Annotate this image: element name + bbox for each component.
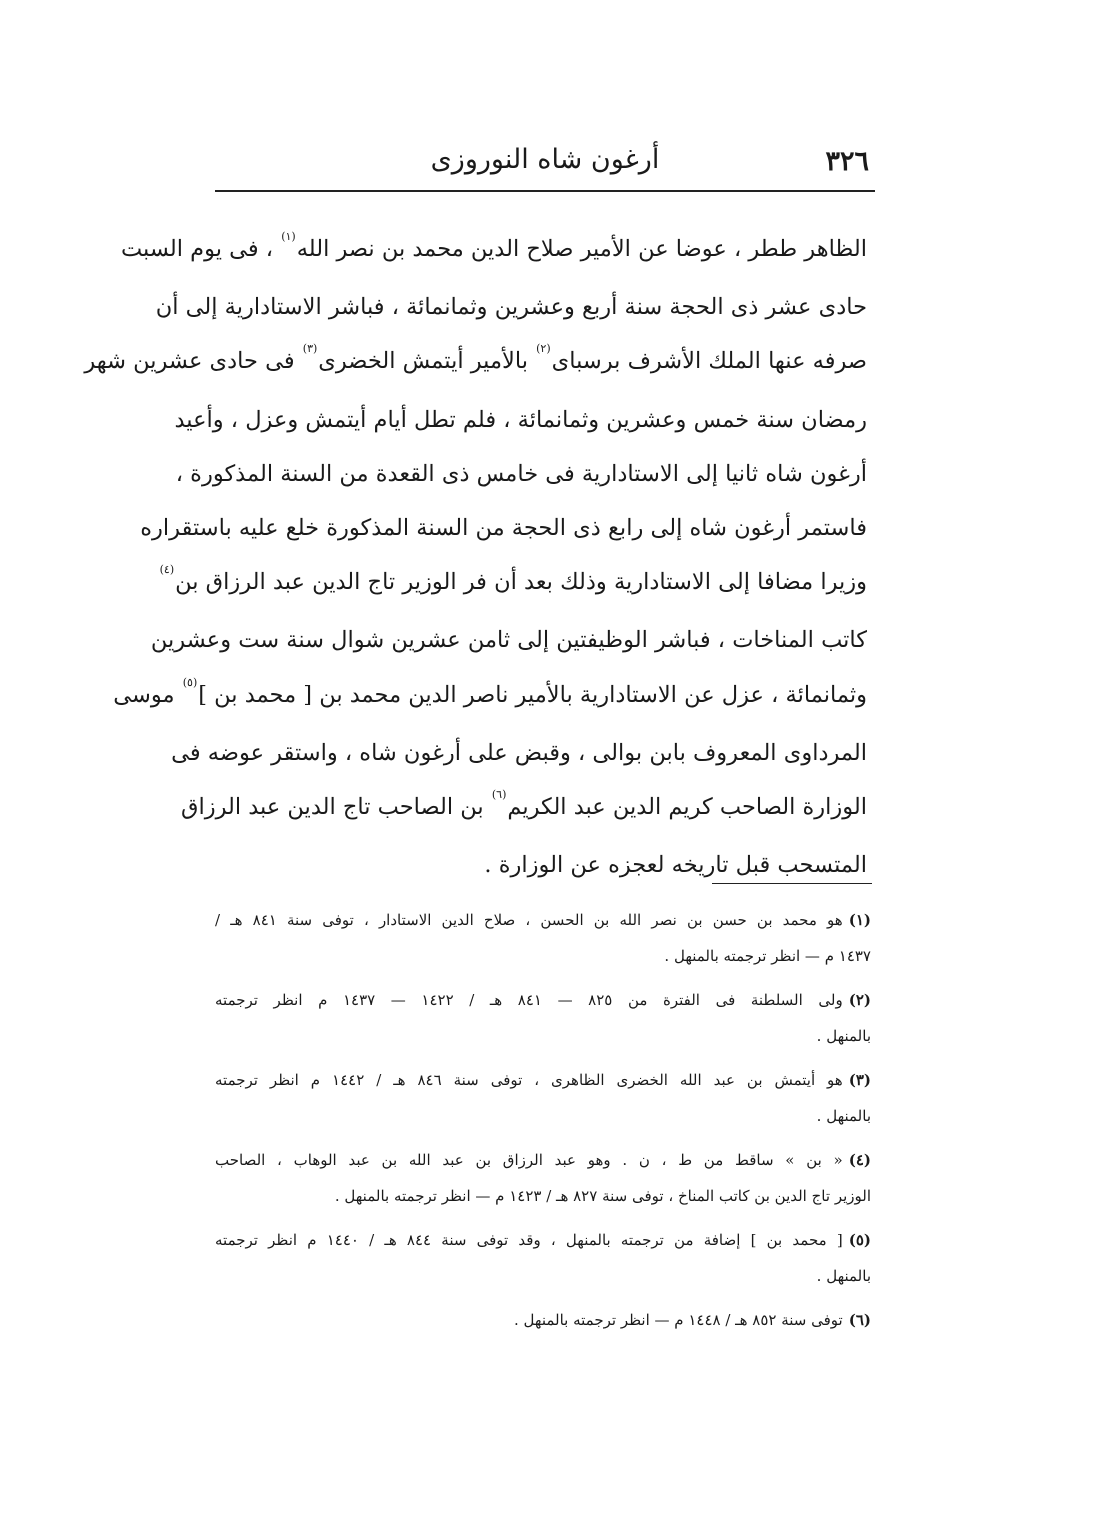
footnote	[215, 1142, 871, 1214]
footnote	[215, 1222, 871, 1294]
page-header	[215, 140, 875, 184]
header-rule	[215, 190, 875, 192]
footnote-number: (٤)	[848, 1151, 871, 1169]
body-text-run: وثمانمائة ، عزل عن الاستادارية بالأمير ناصر الدين محمد بن [ محمد بن ]	[198, 681, 867, 708]
footnote-ref: (٣)	[302, 342, 318, 356]
body-text-run: بن الصاحب تاج الدين عبد الرزاق	[181, 794, 491, 821]
footnote-text: الوزير تاج الدين بن كاتب المناخ ، توفى سنة ٨٢٧ هـ / ١٤٢٣ م — انظر ترجمته بالمنهل .	[334, 1187, 871, 1205]
body-line	[215, 838, 867, 892]
body-text-run: رمضان سنة خمس وعشرين وثمانمائة ، فلم تطل أيام أيتمش وعزل ، وأعيد	[174, 406, 867, 433]
footnote	[215, 902, 871, 974]
body-text-run: فاستمر أرغون شاه إلى رابع ذى الحجة من السنة المذكورة خلع عليه باستقراره	[140, 515, 867, 542]
footnote-text: هو أيتمش بن عبد الله الخضرى الظاهرى ، توفى سنة ٨٤٦ هـ / ١٤٤٢ م انظر ترجمته	[215, 1071, 843, 1089]
body-text-run: فى حادى عشرين شهر	[84, 348, 302, 375]
footnote	[215, 1302, 871, 1338]
body-text	[84, 222, 867, 892]
footnote-line	[215, 1062, 871, 1098]
footnote-number: (١)	[848, 911, 871, 929]
body-text-run: بالأمير أيتمش الخضرى	[318, 348, 536, 375]
body-text-run: الوزارة الصاحب كريم الدين عبد الكريم	[507, 794, 867, 821]
body-line	[171, 726, 867, 780]
footnote-ref: (٤)	[159, 563, 175, 577]
body-text-run: صرفه عنها الملك الأشرف برسباى	[551, 348, 867, 375]
body-line	[84, 334, 867, 392]
footnote-line	[215, 1258, 871, 1294]
footnote-text: « بن » ساقط من ط ، ن . وهو عبد الرزاق بن عبد الله بن عبد الوهاب ، الصاحب	[215, 1151, 843, 1169]
footnote-line	[215, 1222, 871, 1258]
footnote-line	[215, 1302, 871, 1338]
footnote-text: ١٤٣٧ م — انظر ترجمته بالمنهل .	[664, 947, 871, 965]
body-line	[140, 501, 867, 555]
body-text-run: الظاهر ططر ، عوضا عن الأمير صلاح الدين محمد بن نصر الله	[296, 236, 867, 262]
footnote-text: [ محمد بن ] إضافة من ترجمته بالمنهل ، وقد توفى سنة ٨٤٤ هـ / ١٤٤٠ م انظر ترجمته	[215, 1231, 843, 1249]
footnote-line	[215, 1098, 871, 1134]
body-text-run: ، فى يوم السبت	[120, 236, 281, 262]
body-text-run: المرداوى المعروف بابن بوالى ، وقبض على أرغون شاه ، واستقر عوضه فى	[171, 739, 867, 766]
body-line	[174, 393, 867, 447]
footnote-text: بالمنهل .	[816, 1267, 871, 1285]
footnote-text: بالمنهل .	[816, 1027, 871, 1045]
footnote-line	[215, 1018, 871, 1054]
footnote-text: توفى سنة ٨٥٢ هـ / ١٤٤٨ م — انظر ترجمته بالمنهل .	[514, 1311, 843, 1329]
footnote-line	[215, 1142, 871, 1178]
body-text-run: المتسحب قبل تاريخه لعجزه عن الوزارة .	[484, 852, 867, 879]
footnote-ref: (٦)	[491, 788, 507, 802]
body-line	[181, 780, 867, 838]
footnote-text: هو محمد بن حسن بن نصر الله بن الحسن ، صلاح الدين الاستادار ، توفى سنة ٨٤١ هـ /	[215, 911, 843, 929]
body-text-run: كاتب المناخات ، فباشر الوظيفتين إلى ثامن عشرين شوال سنة ست وعشرين	[150, 627, 867, 654]
body-text-run: أرغون شاه ثانيا إلى الاستادارية فى خامس ذى القعدة من السنة المذكورة ،	[175, 460, 867, 487]
footnote	[215, 1062, 871, 1134]
running-title: أرغون شاه النوروزى	[430, 144, 660, 175]
body-line	[175, 447, 867, 501]
footnote-line	[215, 1178, 871, 1214]
body-line	[120, 222, 867, 280]
footnote-ref: (٢)	[536, 342, 551, 356]
footnote-line	[215, 902, 871, 938]
footnote-ref: (١)	[281, 230, 296, 243]
page-number: ٣٢٦	[825, 146, 869, 177]
footnote-number: (٣)	[848, 1071, 871, 1089]
footnote-line	[215, 938, 871, 974]
body-line	[150, 613, 867, 667]
footnote-number: (٢)	[848, 991, 871, 1009]
body-line	[155, 280, 867, 334]
footnotes	[215, 902, 871, 1346]
footnote-text: بالمنهل .	[816, 1107, 871, 1125]
footnote-line	[215, 982, 871, 1018]
body-text-run: موسى	[113, 681, 182, 708]
footnote-text: ولى السلطنة فى الفترة من ٨٢٥ — ٨٤١ هـ / ١٤٢٢ — ١٤٣٧ م انظر ترجمته	[215, 991, 843, 1009]
footnote-number: (٦)	[848, 1311, 871, 1329]
footnote-number: (٥)	[848, 1231, 871, 1249]
body-text-run: حادى عشر ذى الحجة سنة أربع وعشرين وثمانمائة ، فباشر الاستادارية إلى أن	[155, 294, 867, 321]
body-text-run: وزيرا مضافا إلى الاستادارية وذلك بعد أن فر الوزير تاج الدين عبد الرزاق بن	[175, 569, 867, 596]
body-line	[113, 668, 867, 726]
footnote-rule	[712, 883, 872, 884]
footnote-ref: (٥)	[182, 675, 198, 689]
footnote	[215, 982, 871, 1054]
body-line	[159, 555, 867, 613]
